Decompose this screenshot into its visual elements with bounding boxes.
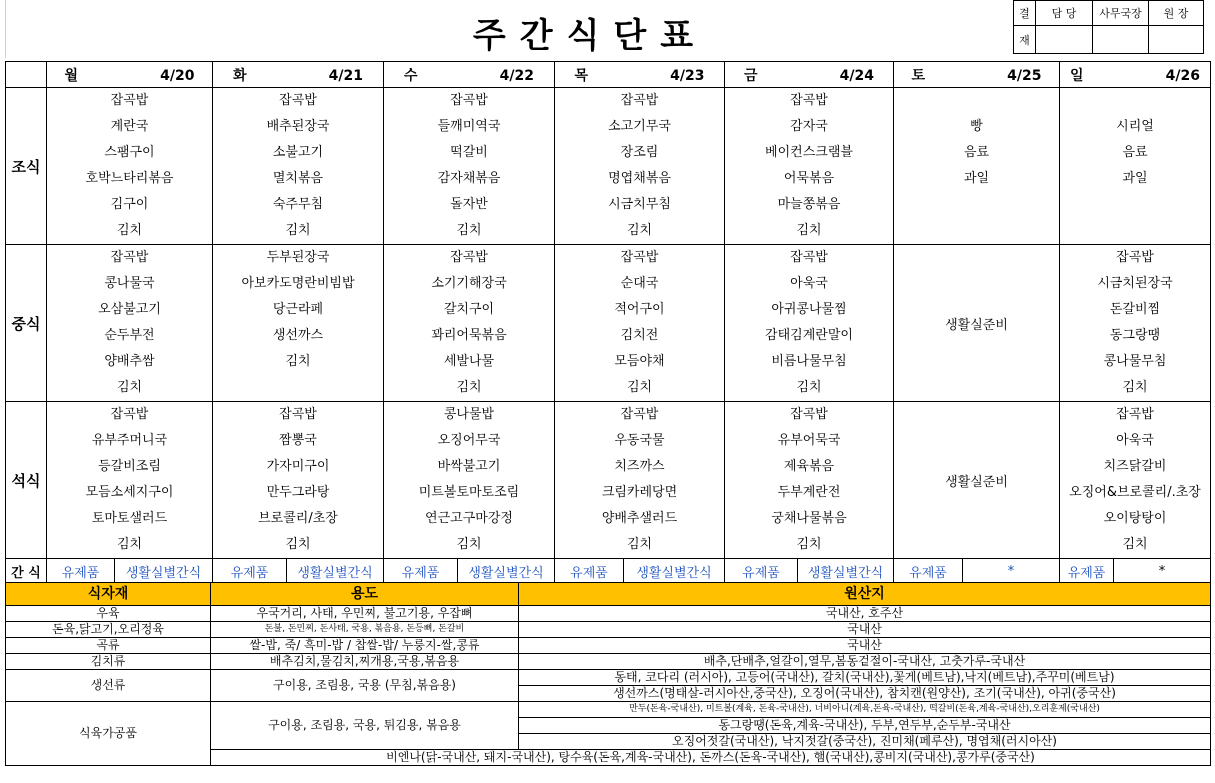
origin-item: 식육가공품 (6, 702, 211, 766)
origin-use: 배추김치,물김치,찌개용,국용,볶음용 (211, 654, 519, 670)
approval-sign-cell[interactable] (1093, 26, 1149, 54)
menu-cell: 잡곡밥 시금치된장국 돈갈비찜 동그랑땡 콩나물무침 김치 (1060, 245, 1211, 402)
origin-header: 식자재 (6, 583, 211, 606)
origin-source: 국내산 (519, 638, 1211, 654)
breakfast-row (6, 88, 1211, 245)
approval-role: 사무국장 (1093, 1, 1149, 26)
origin-source: 만두(돈육-국내산), 미트볼(계육, 돈육-국내산), 너비아니(계육,돈육-국내산), 떡갈비(돈육,계육-국내산),오리훈제(국내산) (519, 702, 1211, 718)
snack-cell: 생활실별간식 (115, 559, 213, 585)
origin-use: 구이용, 조림용, 국용, 튀김용, 볶음용 (211, 702, 519, 750)
meal-label: 간 식 (6, 559, 47, 585)
origin-source: 국내산 (519, 622, 1211, 638)
day-header: 수 4/22 (384, 62, 555, 88)
weekly-menu-table (5, 61, 1211, 585)
origin-item: 곡류 (6, 638, 211, 654)
day-header: 일 4/26 (1060, 62, 1211, 88)
snack-cell: 유제품 (47, 559, 115, 585)
meal-label: 조식 (6, 88, 47, 245)
snack-cell: 생활실별간식 (624, 559, 725, 585)
menu-cell: 두부된장국 아보카도명란비빔밥 당근라페 생선까스 김치 (213, 245, 384, 402)
origin-source: 오징어젓갈(국내산), 낙지젓갈(중국산), 진미채(페루산), 명엽채(러시아산) (519, 734, 1211, 750)
menu-cell: 잡곡밥 순대국 적어구이 김치전 모듬야채 김치 (555, 245, 725, 402)
snack-row (6, 559, 1211, 585)
menu-cell: 잡곡밥 짬뽕국 가자미구이 만두그라탕 브로콜리/초장 김치 (213, 402, 384, 559)
origin-row (6, 654, 1211, 670)
meal-label: 중식 (6, 245, 47, 402)
menu-cell: 생활실준비 (894, 245, 1060, 402)
origin-item: 생선류 (6, 670, 211, 702)
sheet-edge-line (5, 0, 6, 58)
snack-cell: 생활실별간식 (798, 559, 894, 585)
origin-footer: 비엔나(닭-국내산, 돼지-국내산), 탕수육(돈육,계육-국내산), 돈까스(돈육-국내산), 햄(국내산),콩비지(국내산),콩가루(중국산) (211, 750, 1211, 766)
origin-item: 돈육,닭고기,오리정육 (6, 622, 211, 638)
origin-source: 배추,단배추,얼갈이,열무,봄동겉절이-국내산, 고춧가루-국내산 (519, 654, 1211, 670)
origin-source: 동그랑땡(돈육,계육-국내산), 두부,연두부,순두부-국내산 (519, 718, 1211, 734)
snack-cell: 유제품 (213, 559, 287, 585)
lunch-row (6, 245, 1211, 402)
menu-cell: 잡곡밥 우동국물 치즈까스 크림카레당면 양배추샐러드 김치 (555, 402, 725, 559)
page-title: 주간식단표 (472, 16, 708, 56)
day-header-row (6, 62, 1211, 88)
snack-cell: * (963, 559, 1060, 585)
menu-cell: 시리얼 음료 과일 (1060, 88, 1211, 245)
day-header: 금 4/24 (725, 62, 894, 88)
menu-cell: 잡곡밥 아욱국 아귀콩나물찜 감태김계란말이 비름나물무침 김치 (725, 245, 894, 402)
day-header: 토 4/25 (894, 62, 1060, 88)
origin-row (6, 638, 1211, 654)
menu-cell: 잡곡밥 유부어묵국 제육볶음 두부계란전 궁채나물볶음 김치 (725, 402, 894, 559)
approval-sign-cell[interactable] (1149, 26, 1204, 54)
approval-side-label: 결 (1014, 1, 1036, 26)
snack-cell: 유제품 (894, 559, 963, 585)
origin-row (6, 702, 1211, 718)
origin-use: 쌀-밥, 죽/ 흑미-밥 / 찹쌀-밥/ 누룽지-쌀,콩류 (211, 638, 519, 654)
origin-table (5, 582, 1211, 766)
menu-cell: 잡곡밥 유부주머니국 등갈비조림 모듬소세지구이 토마토샐러드 김치 (47, 402, 213, 559)
origin-header-row (6, 583, 1211, 606)
menu-cell: 잡곡밥 소기기해장국 갈치구이 꽈리어묵볶음 세발나물 김치 (384, 245, 555, 402)
menu-cell: 빵 음료 과일 (894, 88, 1060, 245)
origin-use: 돈불, 돈민찌, 돈사태, 국용, 볶음용, 돈등뼈, 돈갈비 (211, 622, 519, 638)
snack-cell: 생활실별간식 (458, 559, 555, 585)
day-header: 화 4/21 (213, 62, 384, 88)
menu-cell: 콩나물밥 오징어무국 바싹불고기 미트볼토마토조림 연근고구마강정 김치 (384, 402, 555, 559)
menu-cell: 잡곡밥 계란국 스팸구이 호박느타리볶음 김구이 김치 (47, 88, 213, 245)
origin-row (6, 670, 1211, 686)
snack-cell: * (1114, 559, 1211, 585)
corner-cell (6, 62, 47, 88)
snack-cell: 유제품 (725, 559, 798, 585)
approval-role: 담 당 (1036, 1, 1093, 26)
origin-item: 김치류 (6, 654, 211, 670)
dinner-row (6, 402, 1211, 559)
origin-use: 구이용, 조림용, 국용 (무침,볶음용) (211, 670, 519, 702)
menu-cell: 잡곡밥 소고기무국 장조림 명엽채볶음 시금치무침 김치 (555, 88, 725, 245)
approval-sign-cell[interactable] (1036, 26, 1093, 54)
menu-cell: 잡곡밥 콩나물국 오삼불고기 순두부전 양배추쌈 김치 (47, 245, 213, 402)
origin-item: 우육 (6, 606, 211, 622)
approval-box (1013, 0, 1204, 54)
snack-cell: 생활실별간식 (287, 559, 384, 585)
origin-source: 생선까스(명태살-러시아산,중국산), 오징어(국내산), 참치캔(원양산), 조기(국내산), 아귀(중국산) (519, 686, 1211, 702)
origin-row (6, 606, 1211, 622)
origin-use: 우국거리, 사태, 우민찌, 불고기용, 우잡뼈 (211, 606, 519, 622)
origin-header: 용도 (211, 583, 519, 606)
approval-side-label: 재 (1014, 26, 1036, 54)
menu-cell: 잡곡밥 들깨미역국 떡갈비 감자채볶음 돌자반 김치 (384, 88, 555, 245)
meal-label: 석식 (6, 402, 47, 559)
menu-cell: 생활실준비 (894, 402, 1060, 559)
menu-cell: 잡곡밥 배추된장국 소불고기 멸치볶음 숙주무침 김치 (213, 88, 384, 245)
menu-cell: 잡곡밥 감자국 베이컨스크램블 어묵볶음 마늘쫑볶음 김치 (725, 88, 894, 245)
approval-role: 원 장 (1149, 1, 1204, 26)
origin-source: 국내산, 호주산 (519, 606, 1211, 622)
day-header: 목 4/23 (555, 62, 725, 88)
snack-cell: 유제품 (1060, 559, 1114, 585)
menu-cell: 잡곡밥 아욱국 치즈닭갈비 오징어&브로콜리/.초장 오이탕탕이 김치 (1060, 402, 1211, 559)
snack-cell: 유제품 (555, 559, 624, 585)
snack-cell: 유제품 (384, 559, 458, 585)
origin-header: 원산지 (519, 583, 1211, 606)
origin-row (6, 622, 1211, 638)
origin-source: 동태, 코다리 (러시아), 고등어(국내산), 갈치(국내산),꽃게(베트남),낙지(베트남),주꾸미(베트남) (519, 670, 1211, 686)
day-header: 월 4/20 (47, 62, 213, 88)
